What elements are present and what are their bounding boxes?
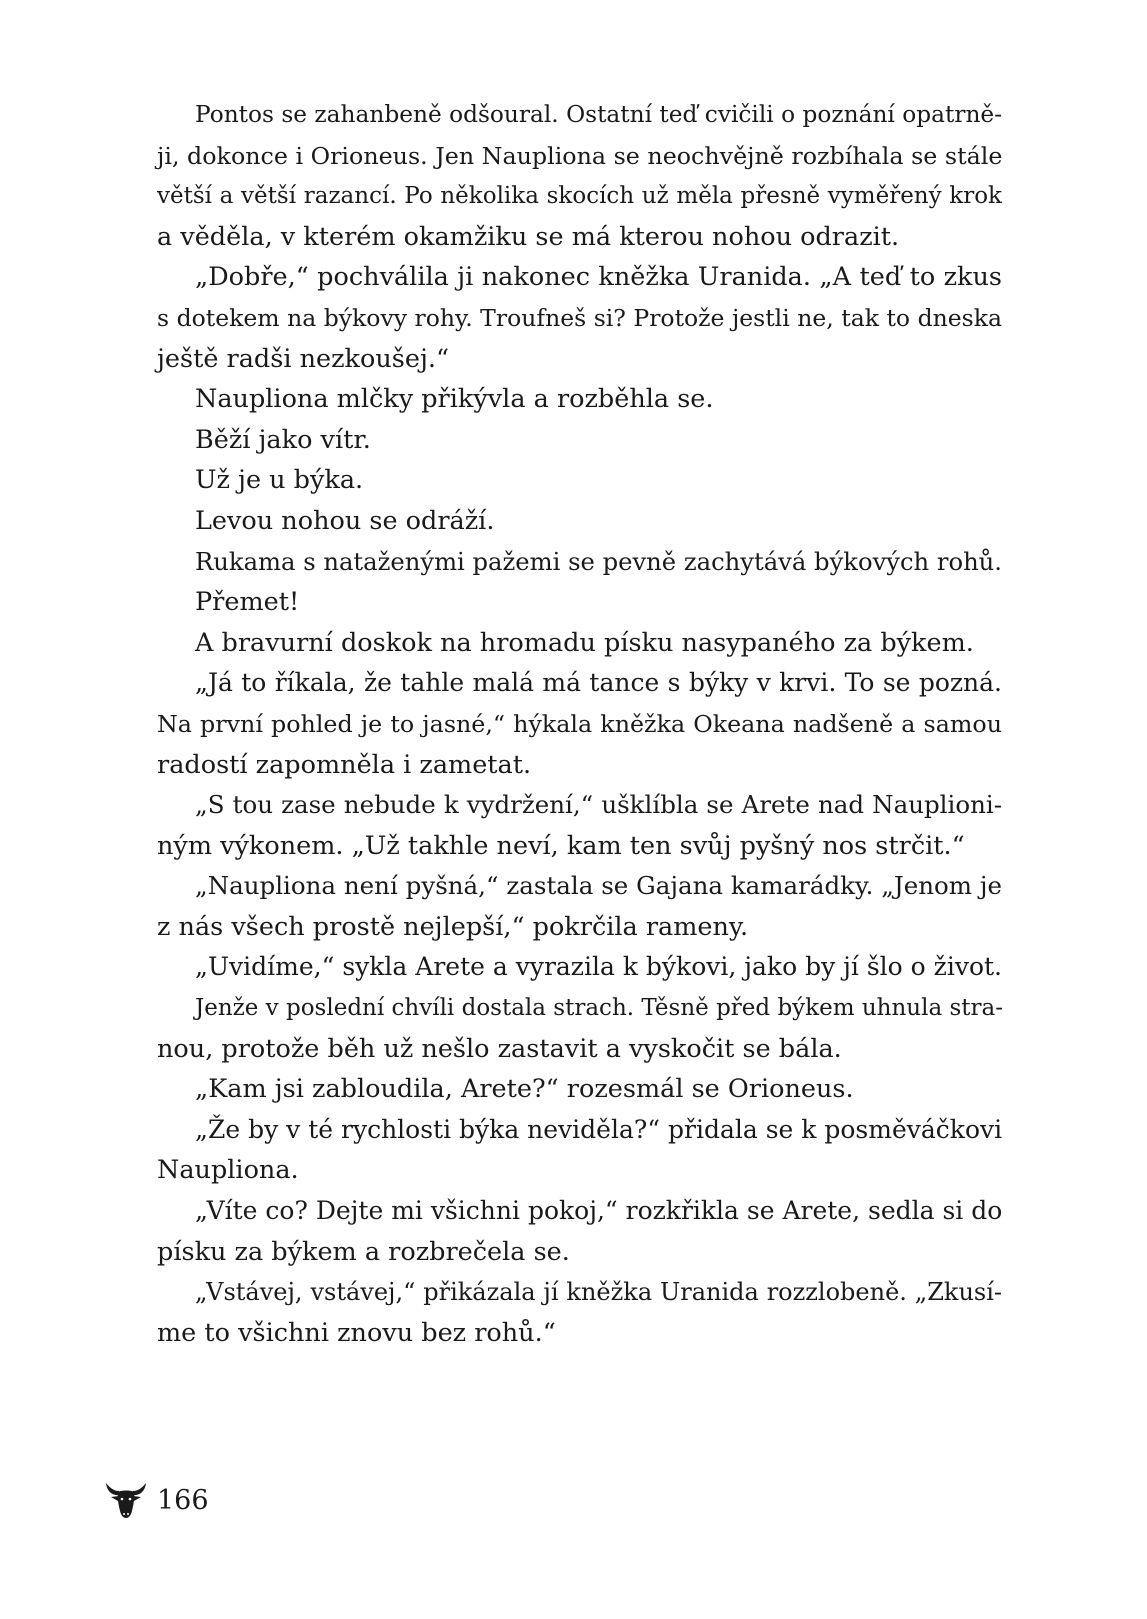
text-line: ji, dokonce i Orioneus. Jen Naupliona se neochvějně rozbíhala se stále — [157, 141, 1003, 170]
text-line: písku za býkem a rozbrečela se. — [157, 1236, 570, 1267]
text-line: Naupliona mlčky přikývla a rozběhla se. — [195, 384, 714, 415]
bull-head-icon — [103, 1477, 149, 1523]
text-line: Přemet! — [195, 587, 300, 618]
text-line: „Já to říkala, že tahle malá má tance s býky v krvi. To se pozná. — [195, 668, 1002, 698]
text-line: A bravurní doskok na hromadu písku nasypaného za býkem. — [195, 627, 974, 658]
page-number: 166 — [157, 1484, 209, 1516]
text-line: „Kam jsi zabloudila, Arete?“ rozesmál se Orioneus. — [195, 1074, 854, 1105]
text-line: s dotekem na býkovy rohy. Troufneš si? Protože jestli ne, tak to dneska — [157, 303, 1002, 332]
text-line: radostí zapomněla i zametat. — [157, 749, 532, 780]
page-footer — [103, 1475, 209, 1525]
text-line: „Že by v té rychlosti býka neviděla?“ přidala se k posměváčkovi — [195, 1114, 1003, 1144]
text-line: ným výkonem. „Už takhle neví, kam ten svůj pyšný nos strčit.“ — [157, 830, 965, 861]
body-text — [157, 95, 1002, 1353]
text-line: „Vstávej, vstávej,“ přikázala jí kněžka Uranida rozzlobeně. „Zkusí- — [195, 1278, 1002, 1307]
text-line: z nás všech prostě nejlepší,“ pokrčila rameny. — [157, 911, 749, 942]
text-line: Jenže v poslední chvíli dostala strach. Těsně před býkem uhnula stra- — [195, 995, 1003, 1022]
text-line: Levou nohou se odráží. — [195, 505, 495, 536]
text-line: Už je u býka. — [195, 465, 364, 496]
text-line: „Naupliona není pyšná,“ zastala se Gajana kamarádky. „Jenom je — [195, 871, 1002, 901]
text-line: „S tou zase nebude k vydržení,“ ušklíbla se Arete nad Nauplioni- — [195, 790, 1002, 820]
text-line: a věděla, v kterém okamžiku se má kterou nohou odrazit. — [157, 221, 900, 252]
text-line: ještě radši nezkoušej.“ — [157, 343, 449, 374]
text-line: „Víte co? Dejte mi všichni pokoj,“ rozkřikla se Arete, sedla si do — [195, 1196, 1003, 1226]
text-line: Na první pohled je to jasné,“ hýkala kněžka Okeana nadšeně a samou — [157, 709, 1002, 738]
text-line: „Dobře,“ pochválila ji nakonec kněžka Uranida. „A teď to zkus — [195, 262, 1002, 293]
text-line: „Uvidíme,“ sykla Arete a vyrazila k býkovi, jako by jí šlo o život. — [195, 952, 1002, 982]
text-line: Pontos se zahanbeně odšoural. Ostatní teď cvičili o poznání opatrně- — [195, 101, 1003, 128]
text-line: Naupliona. — [157, 1155, 299, 1186]
text-line: větší a větší razancí. Po několika skocích už měla přesně vyměřený krok — [157, 183, 1002, 210]
text-line: me to všichni znovu bez rohů.“ — [157, 1317, 556, 1348]
text-line: Běží jako vítr. — [195, 424, 371, 455]
text-line: Rukama s nataženými pažemi se pevně zachytává býkových rohů. — [195, 546, 1003, 576]
text-line: nou, protože běh už nešlo zastavit a vyskočit se bála. — [157, 1033, 842, 1064]
